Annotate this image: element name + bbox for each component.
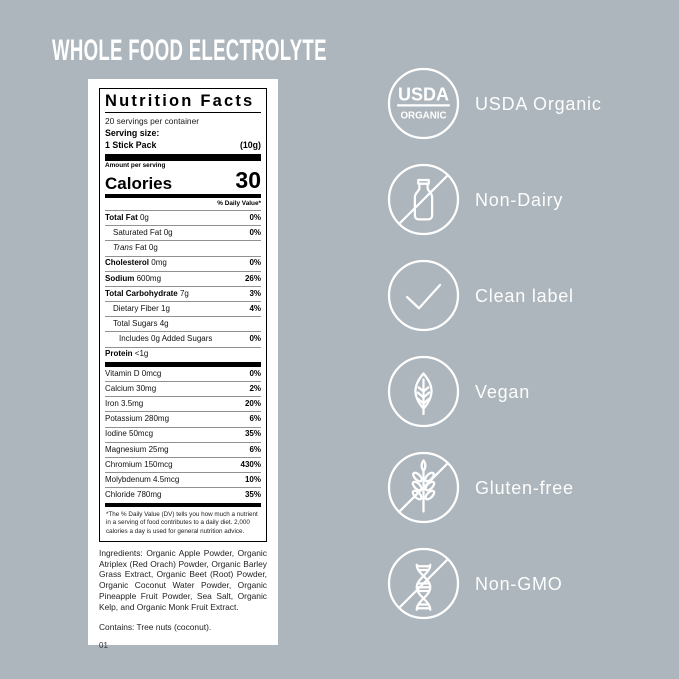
nutrient-row: [105, 302, 261, 317]
daily-value-footnote: *The % Daily Value (DV) tells you how much a nutrient in a serving of food contributes to a daily diet. 2,000 calories a day is used for general nutrition advice.: [106, 510, 258, 535]
nutrient-name: Iron 3.5mg: [105, 399, 144, 408]
usda-organic-seal-icon: [386, 66, 461, 141]
badge-clean-label: [386, 258, 602, 333]
nutrient-row: [105, 382, 261, 397]
calories-row: [105, 167, 261, 194]
badge-label: Non-Dairy: [475, 189, 564, 210]
nutrient-daily-value: 2%: [249, 383, 261, 393]
nutrient-daily-value: 3%: [249, 288, 261, 298]
svg-text:ORGANIC: ORGANIC: [400, 110, 447, 122]
nutrient-daily-value: 0%: [249, 227, 261, 237]
nutrient-daily-value: 0%: [249, 258, 261, 268]
certification-badges: [386, 66, 602, 621]
nutrient-daily-value: 4%: [249, 303, 261, 313]
daily-value-header: % Daily Value*: [105, 198, 261, 211]
nutrient-daily-value: 26%: [244, 273, 261, 283]
vitamin-mineral-rows: [105, 367, 261, 503]
nutrient-name: Magnesium 25mg: [105, 444, 169, 454]
nutrient-daily-value: 430%: [240, 459, 261, 469]
nutrient-name: Cholesterol 0mg: [105, 258, 167, 268]
leaf-icon: [386, 354, 461, 429]
nutrient-name: Iodine 50mcg: [105, 429, 154, 439]
nutrient-name: Trans Fat 0g: [113, 243, 158, 253]
badge-usda-organic: [386, 66, 602, 141]
ingredients-text: Ingredients: Organic Apple Powder, Organic Atriplex (Red Orach) Powder, Organic Barley Grass Extract, Organic Beet (Root) Powder, Organic Coconut Water Powder, Organic Pineapple Fruit Powder, Sea Salt, Organic Kelp, and Organic Monk Fruit Extract.: [99, 547, 267, 613]
checkmark-circle-icon: [386, 258, 461, 333]
divider-bar: [105, 503, 261, 507]
badge-label: Gluten-free: [475, 477, 574, 498]
nutrient-row: [105, 428, 261, 443]
nutrition-facts-panel: [99, 88, 267, 542]
serving-size-row: [105, 139, 261, 151]
nutrient-daily-value: 6%: [249, 414, 261, 424]
nutrient-row: [105, 443, 261, 458]
badge-label: Clean label: [475, 285, 574, 306]
nutrient-daily-value: 35%: [244, 429, 261, 439]
wheat-slash-icon: [386, 450, 461, 525]
nutrient-name: Saturated Fat 0g: [113, 227, 173, 237]
serving-size-label: Serving size:: [105, 128, 160, 139]
lot-code: 01: [99, 641, 108, 651]
badge-gluten-free: [386, 450, 602, 525]
nutrient-row: [105, 473, 261, 488]
nutrient-row: [105, 348, 261, 362]
dna-slash-icon: [386, 546, 461, 621]
main-nutrient-rows: [105, 211, 261, 362]
nutrient-name: Dietary Fiber 1g: [113, 303, 170, 313]
nutrient-daily-value: 20%: [244, 399, 261, 408]
badge-label: Non-GMO: [475, 573, 563, 594]
nutrient-name: Total Fat 0g: [105, 212, 149, 222]
badge-label: Vegan: [475, 381, 531, 402]
nutrient-row: [105, 287, 261, 302]
nutrient-name: Potassium 280mg: [105, 414, 170, 424]
nutrient-name: Vitamin D 0mcg: [105, 368, 162, 378]
svg-text:USDA: USDA: [397, 84, 450, 105]
nutrient-name: Includes 0g Added Sugars: [119, 334, 213, 344]
nutrient-row: [105, 211, 261, 226]
nutrient-daily-value: 0%: [249, 334, 261, 344]
nutrient-row: [105, 367, 261, 382]
servings-per-container: 20 servings per container: [105, 115, 200, 126]
divider-bar: [105, 154, 261, 161]
calories-label: Calories: [105, 173, 173, 193]
nutrient-row: [105, 458, 261, 473]
nutrient-daily-value: 0%: [249, 368, 261, 378]
nutrient-row: [105, 272, 261, 287]
nutrient-row: [105, 412, 261, 427]
badge-vegan: [386, 354, 602, 429]
nutrient-name: Chromium 150mcg: [105, 459, 173, 469]
nutrient-name: Protein <1g: [105, 349, 149, 359]
milk-bottle-slash-icon: [386, 162, 461, 237]
nutrient-row: [105, 488, 261, 502]
badge-label: USDA Organic: [475, 93, 602, 114]
badge-non-gmo: [386, 546, 602, 621]
allergen-statement: Contains: Tree nuts (coconut).: [99, 622, 212, 633]
nutrient-row: [105, 332, 261, 347]
nutrient-daily-value: 0%: [249, 212, 261, 222]
badge-non-dairy: [386, 162, 602, 237]
nutrient-name: Molybdenum 4.5mcg: [105, 474, 180, 484]
amount-per-serving-label: Amount per serving: [105, 161, 166, 169]
nutrition-label-card: [88, 79, 278, 651]
nutrient-row: [105, 241, 261, 256]
nutrient-daily-value: 10%: [244, 474, 261, 484]
nutrient-daily-value: 35%: [244, 490, 261, 500]
nutrient-row: [105, 226, 261, 241]
nutrient-name: Total Carbohydrate 7g: [105, 288, 189, 298]
nutrient-daily-value: 6%: [249, 444, 261, 454]
serving-size-name: 1 Stick Pack: [105, 140, 157, 151]
nutrition-facts-heading: Nutrition Facts: [105, 92, 261, 113]
nutrient-row: [105, 257, 261, 272]
page-title: WHOLE FOOD ELECTROLYTE: [52, 34, 327, 67]
nutrient-row: [105, 317, 261, 332]
nutrient-row: [105, 397, 261, 412]
nutrient-name: Chloride 780mg: [105, 490, 162, 500]
nutrient-name: Total Sugars 4g: [113, 319, 169, 329]
nutrient-name: Sodium 600mg: [105, 273, 162, 283]
calories-value: 30: [235, 167, 261, 194]
nutrient-name: Calcium 30mg: [105, 383, 157, 393]
serving-size-weight: (10g): [239, 140, 261, 151]
